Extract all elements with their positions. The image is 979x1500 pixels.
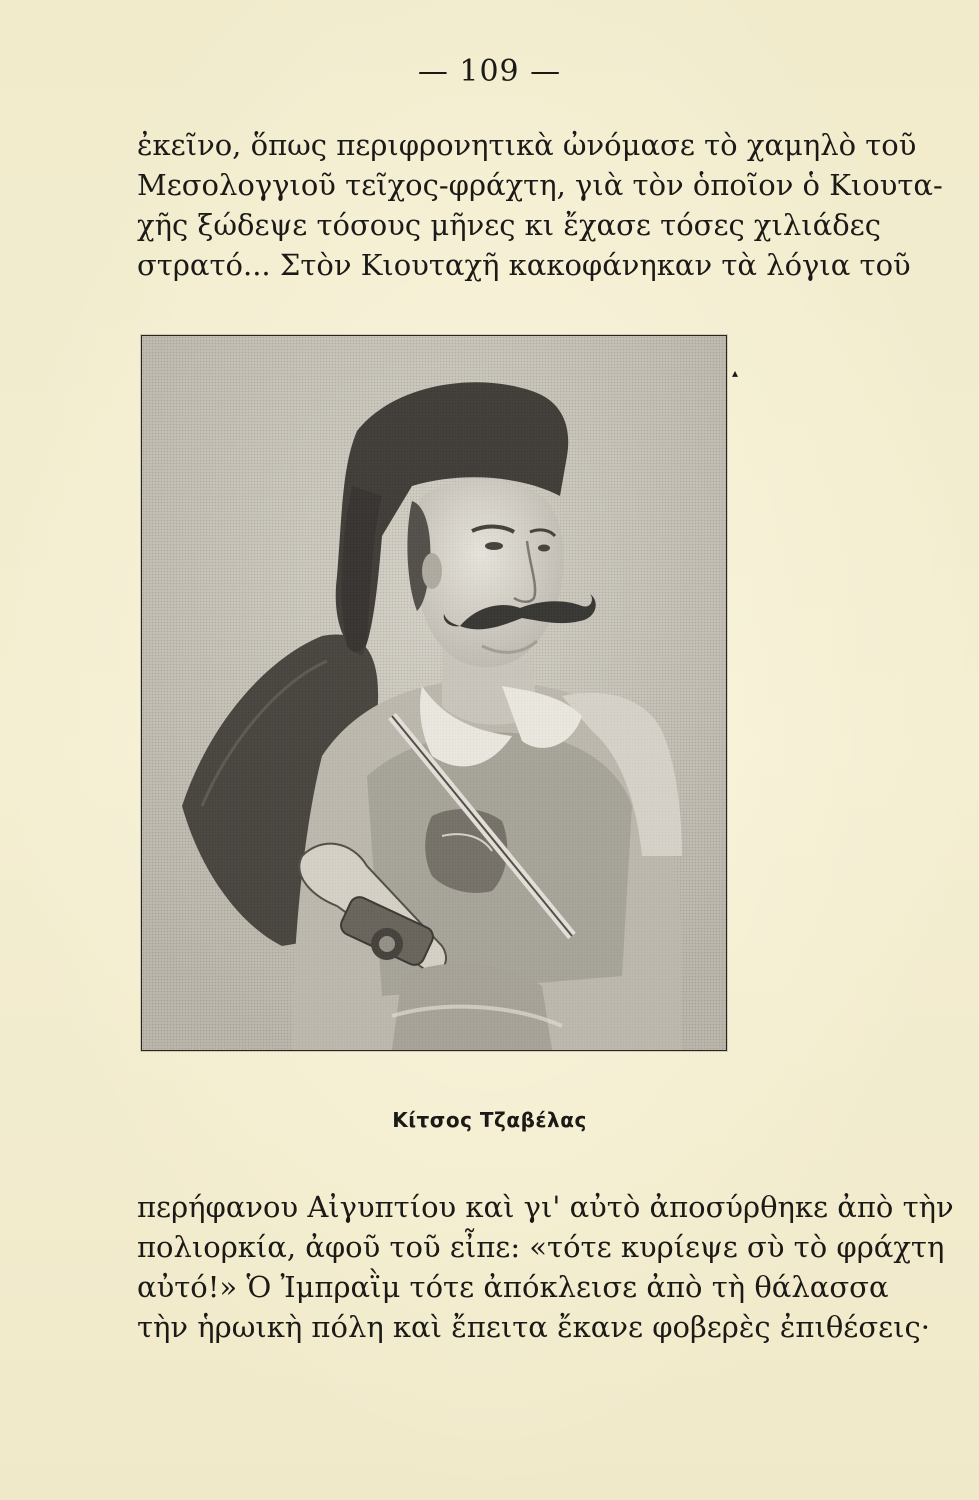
bottom-paragraph <box>137 1187 954 1347</box>
text-line: χῆς ξώδεψε τόσους μῆνες κι ἔχασε τόσες χιλιάδες <box>137 208 881 242</box>
page-number: — 109 — <box>417 54 562 89</box>
text-line: Μεσολογγιοῦ τεῖχος-φράχτη, γιὰ τὸν ὁποῖον ὁ Κιουτα- <box>137 168 943 202</box>
text-line: τὴν ἡρωικὴ πόλη καὶ ἔπειτα ἔκανε φοβερὲς ἐπιθέσεις· <box>137 1310 930 1344</box>
text-line: περήφανου Αἰγυπτίου καὶ γι' αὐτὸ ἀποσύρθηκε ἀπὸ τὴν <box>137 1190 954 1224</box>
text-line: πολιορκία, ἀφοῦ τοῦ εἶπε: «τότε κυρίεψε σὺ τὸ φράχτη <box>137 1230 945 1264</box>
text-line: αὐτό!» Ὁ Ἰμπραῒμ τότε ἀπόκλεισε ἀπὸ τὴ θάλασσα <box>137 1270 889 1304</box>
portrait-caption: Κίτσος Τζαβέλας <box>392 1108 587 1132</box>
stray-mark: ▴ <box>732 366 739 380</box>
portrait-illustration <box>141 335 727 1051</box>
text-line: ἐκεῖνο, ὅπως περιφρονητικὰ ὠνόμασε τὸ χαμηλὸ τοῦ <box>137 128 917 162</box>
text-line: στρατό... Στὸν Κιουταχῆ κακοφάνηκαν τὰ λόγια τοῦ <box>137 248 911 282</box>
top-paragraph <box>137 125 943 285</box>
